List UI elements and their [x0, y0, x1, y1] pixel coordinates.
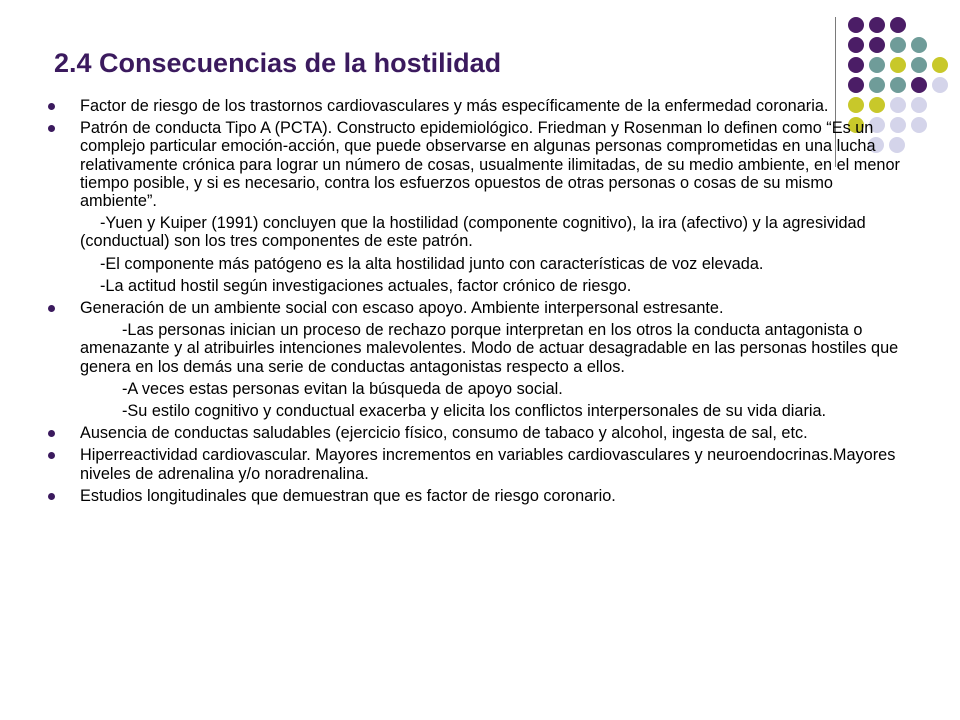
- slide-title: 2.4 Consecuencias de la hostilidad: [54, 48, 502, 78]
- bullet-icon: [48, 493, 55, 500]
- bullet-item: [45, 97, 905, 115]
- bullet-item: [45, 119, 905, 210]
- decorative-dot: [890, 77, 906, 93]
- paragraph-text: -Su estilo cognitivo y conductual exacerba y elicita los conflictos interpersonales de su vida diaria.: [122, 402, 827, 421]
- bullet-item: [45, 299, 905, 317]
- decorative-dot: [848, 17, 864, 33]
- paragraph-text: Factor de riesgo de los trastornos cardiovasculares y más específicamente de la enfermedad coronaria.: [80, 97, 829, 115]
- decorative-dot: [869, 57, 885, 73]
- bullet-icon: [48, 125, 55, 132]
- decorative-dot: [932, 57, 948, 73]
- paragraph-text: Estudios longitudinales que demuestran que es factor de riesgo coronario.: [80, 486, 616, 505]
- decorative-dot: [911, 57, 927, 73]
- bullet-icon: [48, 430, 55, 437]
- paragraph-text: -La actitud hostil según investigaciones actuales, factor crónico de riesgo.: [100, 276, 632, 295]
- sub-item: [45, 321, 905, 376]
- bullet-icon: [48, 103, 55, 110]
- decorative-dot: [890, 17, 906, 33]
- bullet-icon: [48, 305, 55, 312]
- sub-item: [45, 214, 905, 250]
- paragraph-text: -Yuen y Kuiper (1991) concluyen que la hostilidad (componente cognitivo), la ira (afectivo) y la agresividad (conductual) son los tres componentes de este patrón.: [80, 214, 866, 251]
- decorative-dot: [848, 57, 864, 73]
- slide-body: [45, 97, 905, 509]
- decorative-dot: [869, 37, 885, 53]
- bullet-item: [45, 446, 905, 482]
- sub-item: [45, 402, 905, 420]
- paragraph-text: Hiperreactividad cardiovascular. Mayores incrementos en variables cardiovasculares y neuroendocrinas.Mayores niveles de adrenalina y/o noradrenalina.: [80, 446, 896, 483]
- paragraph-text: -Las personas inician un proceso de rechazo porque interpretan en los otros la conducta antagonista o amenazante y al atribuirles intenciones malevolentes. Modo de actuar desagradable en las personas hostiles que genera en los demás una serie de conductas antagonistas respecto a ellos.: [80, 321, 899, 376]
- decorative-dot: [911, 97, 927, 113]
- decorative-dot: [911, 37, 927, 53]
- paragraph-text: Patrón de conducta Tipo A (PCTA). Constructo epidemiológico. Friedman y Rosenman lo definen como “Es un complejo particular emoción-acción, que puede observarse en algunas personas comprometidas en una lucha relativamente crónica para lograr un número de cosas, usualmente ilimitadas, de su medio ambiente, en el menor tiempo posible, y si es necesario, contra los esfuerzos opuestos de otras personas o cosas de su mismo ambiente”.: [80, 119, 900, 211]
- decorative-dot: [911, 77, 927, 93]
- decorative-dot: [869, 77, 885, 93]
- paragraph-text: -El componente más patógeno es la alta hostilidad junto con características de voz elevada.: [100, 254, 764, 273]
- decorative-dot: [890, 57, 906, 73]
- sub-item: [45, 277, 905, 295]
- bullet-item: [45, 424, 905, 442]
- bullet-item: [45, 487, 905, 505]
- bullet-icon: [48, 452, 55, 459]
- decorative-dot: [932, 77, 948, 93]
- decorative-dot: [869, 17, 885, 33]
- paragraph-text: Ausencia de conductas saludables (ejercicio físico, consumo de tabaco y alcohol, ingesta de sal, etc.: [80, 424, 808, 443]
- decorative-dot: [848, 37, 864, 53]
- paragraph-text: -A veces estas personas evitan la búsqueda de apoyo social.: [122, 379, 563, 398]
- decorative-dot: [848, 77, 864, 93]
- decorative-dot: [890, 37, 906, 53]
- sub-item: [45, 255, 905, 273]
- decorative-dot: [911, 117, 927, 133]
- paragraph-text: Generación de un ambiente social con escaso apoyo. Ambiente interpersonal estresante.: [80, 299, 724, 318]
- sub-item: [45, 380, 905, 398]
